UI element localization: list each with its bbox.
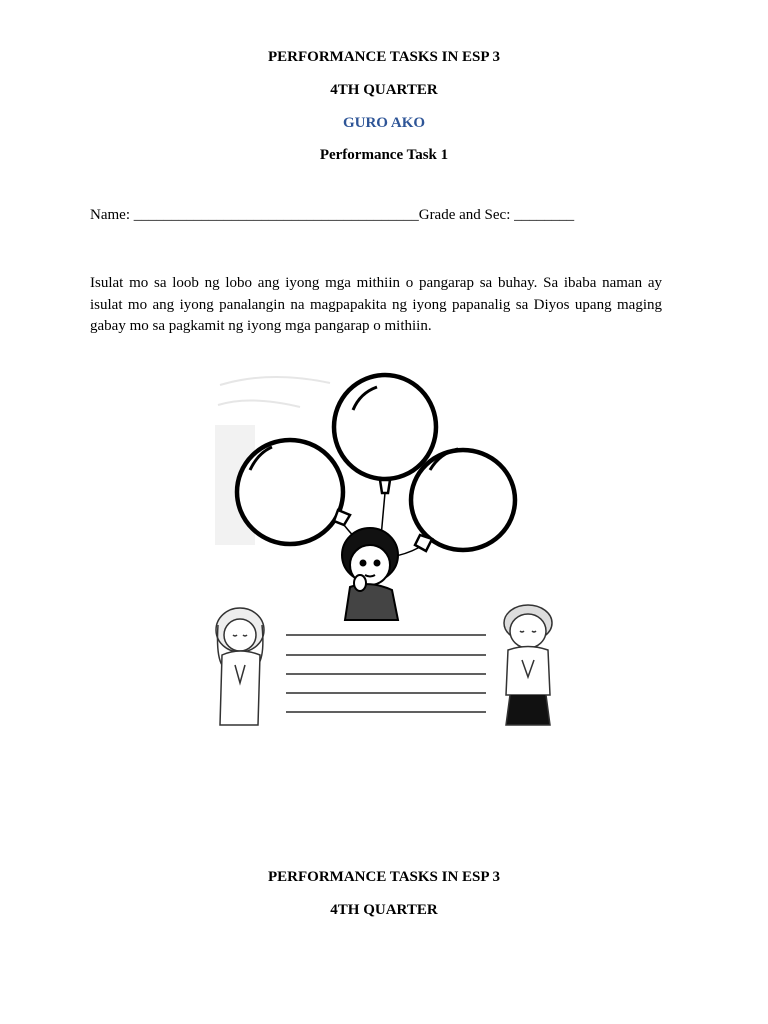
praying-boy	[504, 605, 552, 725]
instructions-paragraph: Isulat mo sa loob ng lobo ang iyong mga mithiin o pangarap sa buhay. Sa ibaba naman ay isulat mo ang iyong panalangin na magpapakita ng iyong papanalig sa Diyos upang maging gabay mo sa pagkamit ng iyong mga pangarap o mithiin.	[90, 275, 662, 334]
praying-girl	[216, 608, 264, 725]
balloon-illustration	[210, 365, 560, 740]
brand-label: GURO AKO	[342, 115, 426, 131]
footer-title: PERFORMANCE TASKS IN ESP 3	[268, 869, 500, 885]
name-grade-field: Name: ______________________________________Grade and Sec: ________	[90, 207, 575, 223]
balloon-right	[411, 449, 515, 551]
quarter-label: 4TH QUARTER	[330, 82, 438, 98]
task-title: Performance Task 1	[319, 147, 449, 163]
thinking-girl	[342, 528, 398, 620]
prayer-lines	[286, 635, 486, 712]
document-title: PERFORMANCE TASKS IN ESP 3	[268, 49, 500, 65]
balloon-left	[237, 440, 350, 544]
footer-quarter: 4TH QUARTER	[330, 902, 438, 918]
